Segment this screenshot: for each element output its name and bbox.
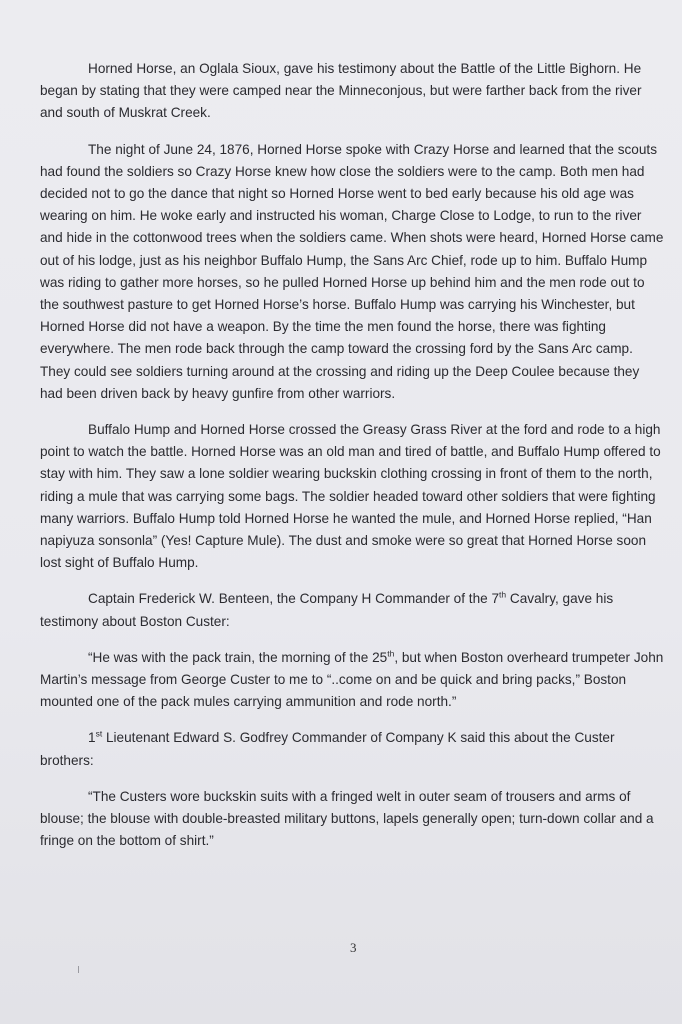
paragraph-godfrey-quote: “The Custers wore buckskin suits with a fringed welt in outer seam of trousers and arms of blouse; the blouse with double-breasted military buttons, lapels generally open; turn-down collar and a fringe on the bottom of shirt.” — [40, 788, 654, 849]
scan-mark — [78, 966, 79, 973]
paragraph-horned-horse-intro: Horned Horse, an Oglala Sioux, gave his testimony about the Battle of the Little Bighorn. He began by stating that they were camped near the Minneconjous, but were farther back from the river and south of Muskrat Creek. — [40, 61, 642, 121]
document-body — [40, 58, 664, 867]
benteen-ordinal-suffix: th — [499, 589, 507, 600]
benteen-quote-end: , but when Boston overheard trumpeter John Martin’s message from George Custer to me to “..come on and be quick and bring packs,” Boston mounted one of the pack mules carrying ammunition and rode north.” — [40, 649, 664, 710]
paragraph-godfrey-intro — [40, 727, 664, 771]
godfrey-text-end: Lieutenant Edward S. Godfrey Commander of Company K said this about the Custer brothers: — [40, 730, 615, 768]
benteen-text-end: Cavalry, gave his testimony about Boston Custer: — [40, 591, 614, 629]
benteen-quote-ordinal-suffix: th — [387, 648, 395, 659]
benteen-quote-start: “He was with the pack train, the morning of the 25 — [88, 649, 388, 665]
page-number: 3 — [350, 940, 357, 955]
paragraph-benteen-intro — [40, 588, 664, 632]
godfrey-text-start: 1 — [88, 730, 96, 746]
paragraph-benteen-quote — [40, 647, 664, 714]
godfrey-ordinal-suffix: st — [95, 728, 103, 739]
paragraph-greasy-grass-crossing: Buffalo Hump and Horned Horse crossed the Greasy Grass River at the ford and rode to a high point to watch the battle. Horned Horse was an old man and tired of battle, and Buffalo Hump offered to stay with him. They saw a lone soldier wearing buckskin clothing crossing in front of them to the north, riding a mule that was carrying some bags. The soldier headed toward other soldiers that were fighting many warriors. Buffalo Hump told Horned Horse he wanted the mule, and Horned Horse replied, “Han napiyuza sonsonla” (Yes! Capture Mule). The dust and smoke were so great that Horned Horse soon lost sight of Buffalo Hump. — [40, 422, 661, 571]
paragraph-june-24-night: The night of June 24, 1876, Horned Horse spoke with Crazy Horse and learned that the scouts had found the soldiers so Crazy Horse knew how close the soldiers were to the camp. Both men had decided not to go the dance that night so Horned Horse went to bed early because his old age was wearing on him. He woke early and instructed his woman, Charge Close to Lodge, to run to the river and hide in the cottonwood trees when the soldiers came. When shots were heard, Horned Horse came out of his lodge, just as his neighbor Buffalo Hump, the Sans Arc Chief, rode up to him. Buffalo Hump was riding to gather more horses, so he pulled Horned Horse up behind him and the men rode out to the southwest pasture to get Horned Horse’s horse. Buffalo Hump was carrying his Winchester, but Horned Horse did not have a weapon. By the time the men found the horse, there was fighting everywhere. The men rode back through the camp toward the crossing ford by the Sans Arc camp. They could see soldiers turning around at the crossing and riding up the Deep Coulee because they had been driven back by heavy gunfire from other warriors. — [40, 141, 664, 401]
benteen-text-start: Captain Frederick W. Benteen, the Company H Commander of the 7 — [88, 591, 500, 607]
